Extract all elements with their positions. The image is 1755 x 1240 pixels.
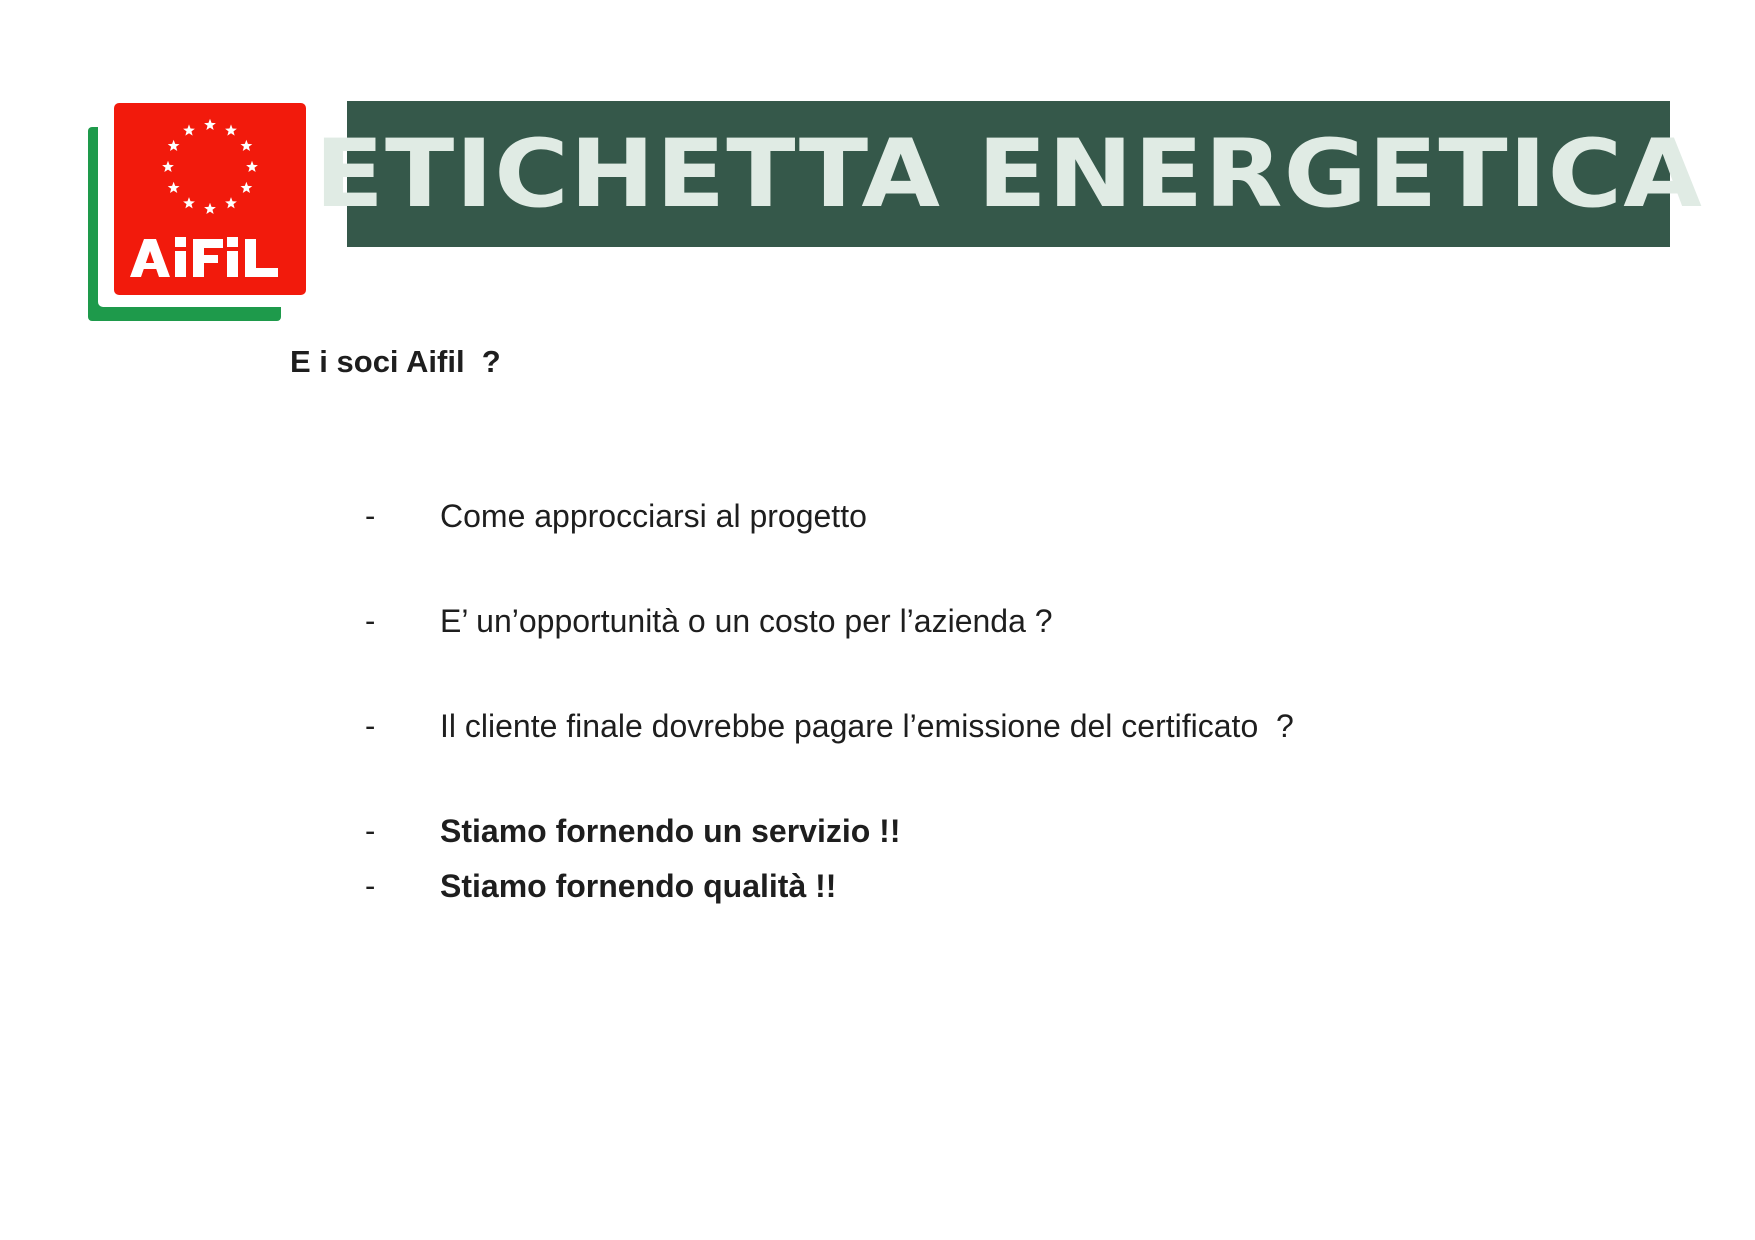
bullet-text: Stiamo fornendo qualità !! [440,868,837,904]
star-icon [225,124,237,135]
star-icon [246,161,258,172]
section-heading: E i soci Aifil ? [290,344,501,379]
bullet-dash: - [365,498,376,533]
banner-title: ETICHETTA ENERGETICA [314,119,1703,229]
eu-stars-circle-icon [114,103,306,295]
bullet-text: Stiamo fornendo un servizio !! [440,813,901,849]
star-icon [168,182,180,193]
logo-wordmark [130,237,278,277]
title-banner [314,101,1703,247]
star-icon [162,161,174,172]
logo-red-square [114,103,306,295]
star-icon [183,197,195,208]
star-icon [225,197,237,208]
star-icon [240,182,252,193]
bullet-text: E’ un’opportunità o un costo per l’azienda ? [440,603,1053,639]
bullet-text: Il cliente finale dovrebbe pagare l’emissione del certificato ? [440,708,1294,744]
bullet-dash: - [365,603,376,638]
bullet-dash: - [365,708,376,743]
bullet-dash: - [365,868,376,903]
bullet-text: Come approcciarsi al progetto [440,498,867,534]
star-icon [204,203,216,214]
star-icon [183,124,195,135]
bullet-dash: - [365,813,376,848]
aifil-logo [88,103,306,321]
star-icon [240,140,252,151]
star-icon [204,119,216,130]
star-icon [168,140,180,151]
